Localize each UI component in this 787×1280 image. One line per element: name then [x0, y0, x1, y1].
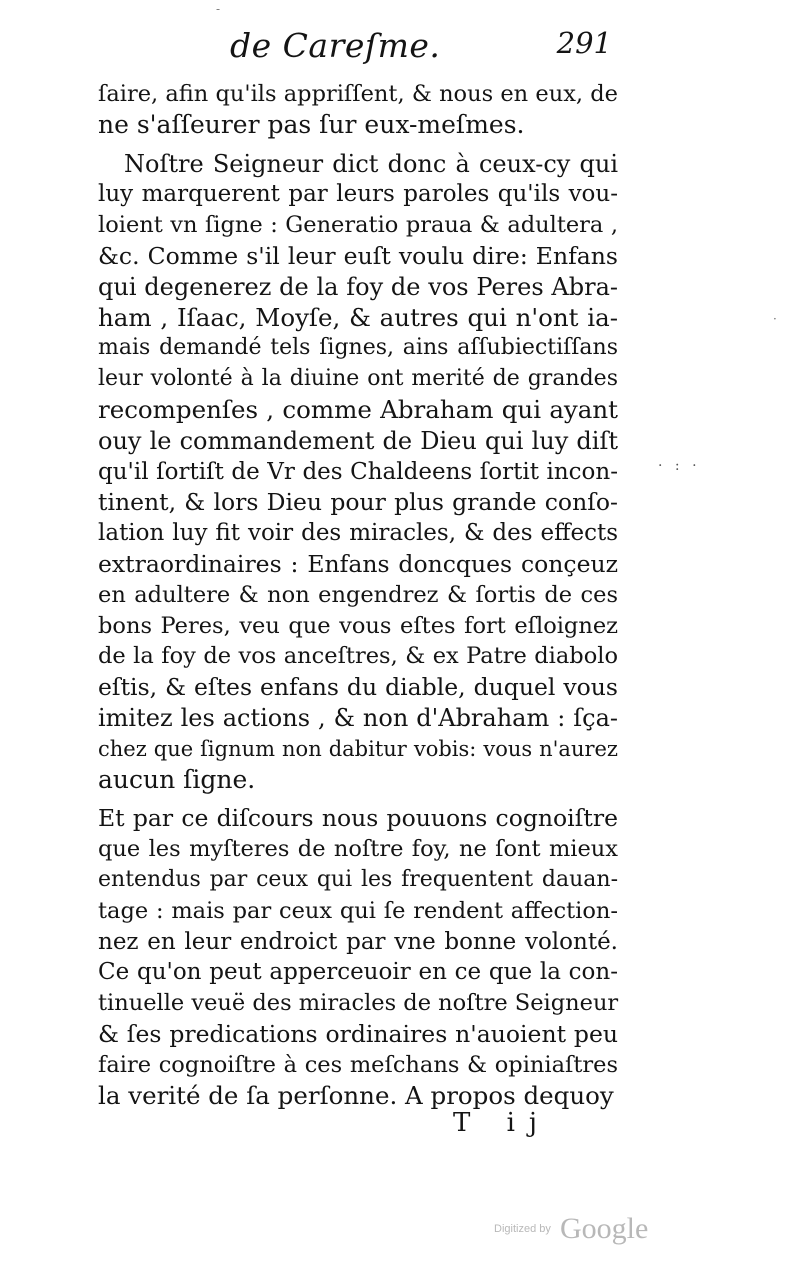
text-line: Et par ce diſcours nous pouuons cognoiſtre	[98, 804, 618, 833]
text-line: ham , Iſaac, Moyſe, & autres qui n'ont ia-	[98, 302, 618, 332]
text-line: tinent, & lors Dieu pour plus grande conſo-	[98, 488, 618, 517]
text-line: de la foy de vos anceſtres, & ex Patre diabolo	[98, 643, 618, 670]
text-line: qu'il ſortiſt de Vr des Chaldeens ſortit incon-	[98, 458, 618, 485]
signature-mark: T ij	[453, 1108, 551, 1138]
text-line: aucun ſigne.	[98, 764, 256, 794]
ink-specks: · : ·	[658, 458, 701, 474]
text-line: bons Peres, veu que vous eſtes fort eſloignez	[98, 612, 618, 639]
text-line: eſtis, & eſtes enfans du diable, duquel vous	[98, 673, 618, 702]
text-line: loient vn ſigne : Generatio praua & adultera ,	[98, 212, 618, 239]
text-line: Noſtre Seigneur dict donc à ceux-cy qui	[124, 149, 618, 178]
text-line: extraordinaires : Enfans doncques conçeuz	[98, 549, 618, 578]
text-line: tage : mais par ceux qui ſe rendent affection-	[98, 897, 618, 924]
text-line: en adultere & non engendrez & ſortis de ces	[98, 581, 618, 608]
text-line: lation luy fit voir des miracles, & des effects	[98, 520, 618, 547]
text-line: Ce qu'on peut apperceuoir en ce que la con-	[98, 959, 618, 986]
text-line: leur volonté à la diuine ont merité de grandes	[98, 366, 618, 392]
page-number: 291	[556, 26, 612, 60]
digitized-watermark	[494, 1212, 648, 1246]
running-title: de Careſme.	[230, 26, 441, 65]
text-line: ne s'aſſeurer pas ſur eux-meſmes.	[98, 109, 525, 139]
text-line: ſaire, afin qu'ils appriſſent, & nous en eux, de	[98, 81, 618, 107]
text-line: imitez les actions , & non d'Abraham : ſça-	[98, 703, 618, 732]
watermark-brand: Google	[559, 1212, 649, 1245]
text-line: entendus par ceux qui les frequentent dauan-	[98, 866, 618, 892]
text-line: nez en leur endroict par vne bonne volonté.	[98, 928, 618, 955]
text-line: que les myſteres de noſtre foy, ne ſont mieux	[98, 836, 618, 863]
text-block	[98, 79, 618, 1111]
text-line: mais demandé tels ſignes, ains aſſubiectiſſans	[98, 335, 618, 361]
text-line: & ſes predications ordinaires n'auoient peu	[98, 1019, 618, 1048]
text-line: recompenſes , comme Abraham qui ayant	[98, 394, 618, 424]
text-line: faire cognoiſtre à ces meſchans & opiniaſtres	[98, 1051, 618, 1078]
watermark-prefix: Digitized by	[494, 1223, 551, 1235]
text-line: la verité de ſa perſonne. A propos dequoy	[98, 1080, 614, 1110]
text-line: qui degenerez de la foy de vos Peres Abra-	[98, 272, 618, 301]
edge-mark: ·	[773, 312, 777, 326]
text-line: &c. Comme s'il leur euſt voulu dire: Enfans	[98, 241, 618, 270]
text-line: ouy le commandement de Dieu qui luy diſt	[98, 426, 618, 455]
text-line: tinuelle veuë des miracles de noſtre Seigneur	[98, 990, 619, 1017]
running-head	[230, 20, 620, 76]
edge-mark: -	[216, 2, 221, 16]
text-line: luy marquerent par leurs paroles qu'ils vou-	[98, 181, 618, 208]
text-line: chez que ſignum non dabitur vobis: vous n'aurez	[98, 736, 618, 761]
